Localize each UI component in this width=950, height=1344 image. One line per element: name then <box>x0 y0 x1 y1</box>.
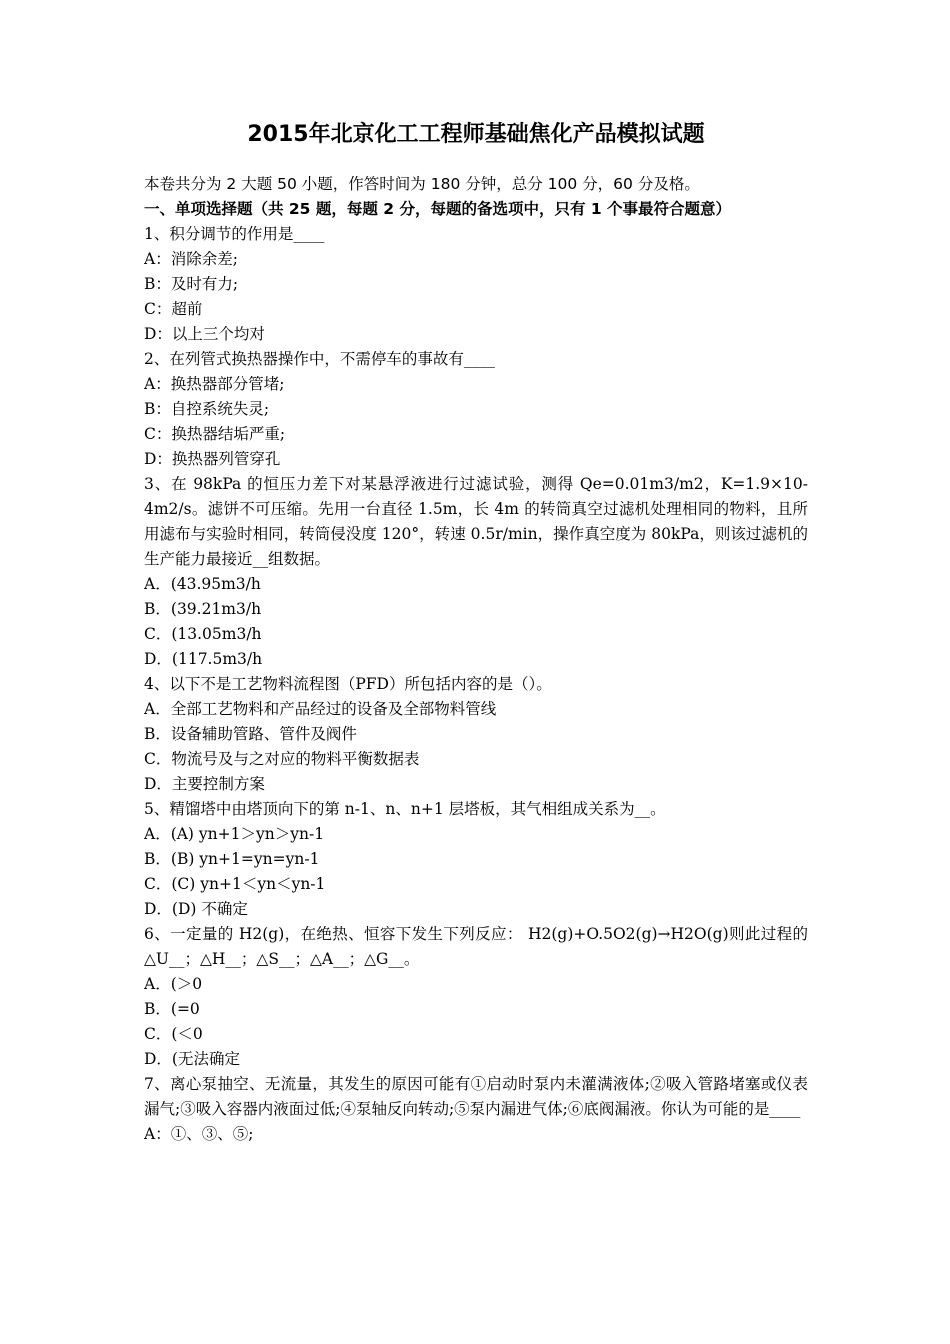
question-stem: 3、在 98kPa 的恒压力差下对某悬浮液进行过滤试验，测得 Qe=0.01m3/m2，K=1.9×10-4m2/s。滤饼不可压缩。先用一台直径 1.5m，长 4m 的转筒真空过滤机处理相同的物料，且所用滤布与实验时相同，转筒侵没度 120°，转速 0.5r/min，操作真空度为 80kPa，则该过滤机的生产能力最接近__组数据。 <box>144 475 808 568</box>
question-stem: 2、在列管式换热器操作中，不需停车的事故有____ <box>144 350 495 368</box>
question-2 <box>144 347 808 472</box>
option-d: D：以上三个均对 <box>144 325 265 343</box>
question-stem: 1、积分调节的作用是____ <box>144 225 325 243</box>
option-b: B．(39.21m3/h <box>144 600 262 618</box>
option-d: D．(117.5m3/h <box>144 650 263 668</box>
option-c: C．(C) yn+1＜yn＜yn-1 <box>144 875 326 893</box>
option-c: C．(＜0 <box>144 1025 203 1043</box>
option-d: D．主要控制方案 <box>144 775 265 793</box>
question-5 <box>144 797 808 922</box>
option-b: B．(=0 <box>144 1000 200 1018</box>
option-a: A．(A) yn+1＞yn＞yn-1 <box>144 825 325 843</box>
option-d: D：换热器列管穿孔 <box>144 450 281 468</box>
option-a: A：换热器部分管堵; <box>144 375 285 393</box>
exam-intro: 本卷共分为 2 大题 50 小题，作答时间为 180 分钟，总分 100 分，60 分及格。 <box>144 175 700 193</box>
question-stem: 7、离心泵抽空、无流量，其发生的原因可能有①启动时泵内未灌满液体;②吸入管路堵塞或仪表漏气;③吸入容器内液面过低;④泵轴反向转动;⑤泵内漏进气体;⑥底阀漏液。你认为可能的是____ <box>144 1075 808 1118</box>
option-a: A．(43.95m3/h <box>144 575 261 593</box>
option-a: A．(＞0 <box>144 975 203 993</box>
question-stem: 4、以下不是工艺物料流程图（PFD）所包括内容的是（）。 <box>144 675 552 693</box>
option-b: B．设备辅助管路、管件及阀件 <box>144 725 357 743</box>
question-1 <box>144 222 808 347</box>
question-4 <box>144 672 808 797</box>
option-a: A：①、③、⑤; <box>144 1125 254 1143</box>
question-7 <box>144 1072 808 1147</box>
section-heading: 一、单项选择题（共 25 题，每题 2 分，每题的备选项中，只有 1 个事最符合题意） <box>144 200 732 218</box>
option-b: B：自控系统失灵; <box>144 400 270 418</box>
question-3 <box>144 472 808 672</box>
document-page <box>144 118 808 1147</box>
option-c: C．物流号及与之对应的物料平衡数据表 <box>144 750 420 768</box>
option-b: B．(B) yn+1=yn=yn-1 <box>144 850 320 868</box>
option-c: C．(13.05m3/h <box>144 625 262 643</box>
option-d: D．(D) 不确定 <box>144 900 248 918</box>
option-c: C：换热器结垢严重; <box>144 425 286 443</box>
option-b: B：及时有力; <box>144 275 239 293</box>
option-d: D．(无法确定 <box>144 1050 240 1068</box>
option-c: C：超前 <box>144 300 203 318</box>
question-stem: 6、一定量的 H2(g)，在绝热、恒容下发生下列反应： H2(g)+O.5O2(g)→H2O(g)则此过程的△U__；△H__；△S__；△A__；△G__。 <box>144 925 808 968</box>
question-stem: 5、精馏塔中由塔顶向下的第 n-1、n、n+1 层塔板，其气相组成关系为__。 <box>144 800 666 818</box>
option-a: A：消除余差; <box>144 250 238 268</box>
document-title: 2015年北京化工工程师基础焦化产品模拟试题 <box>247 122 705 147</box>
option-a: A．全部工艺物料和产品经过的设备及全部物料管线 <box>144 700 497 718</box>
question-6 <box>144 922 808 1072</box>
